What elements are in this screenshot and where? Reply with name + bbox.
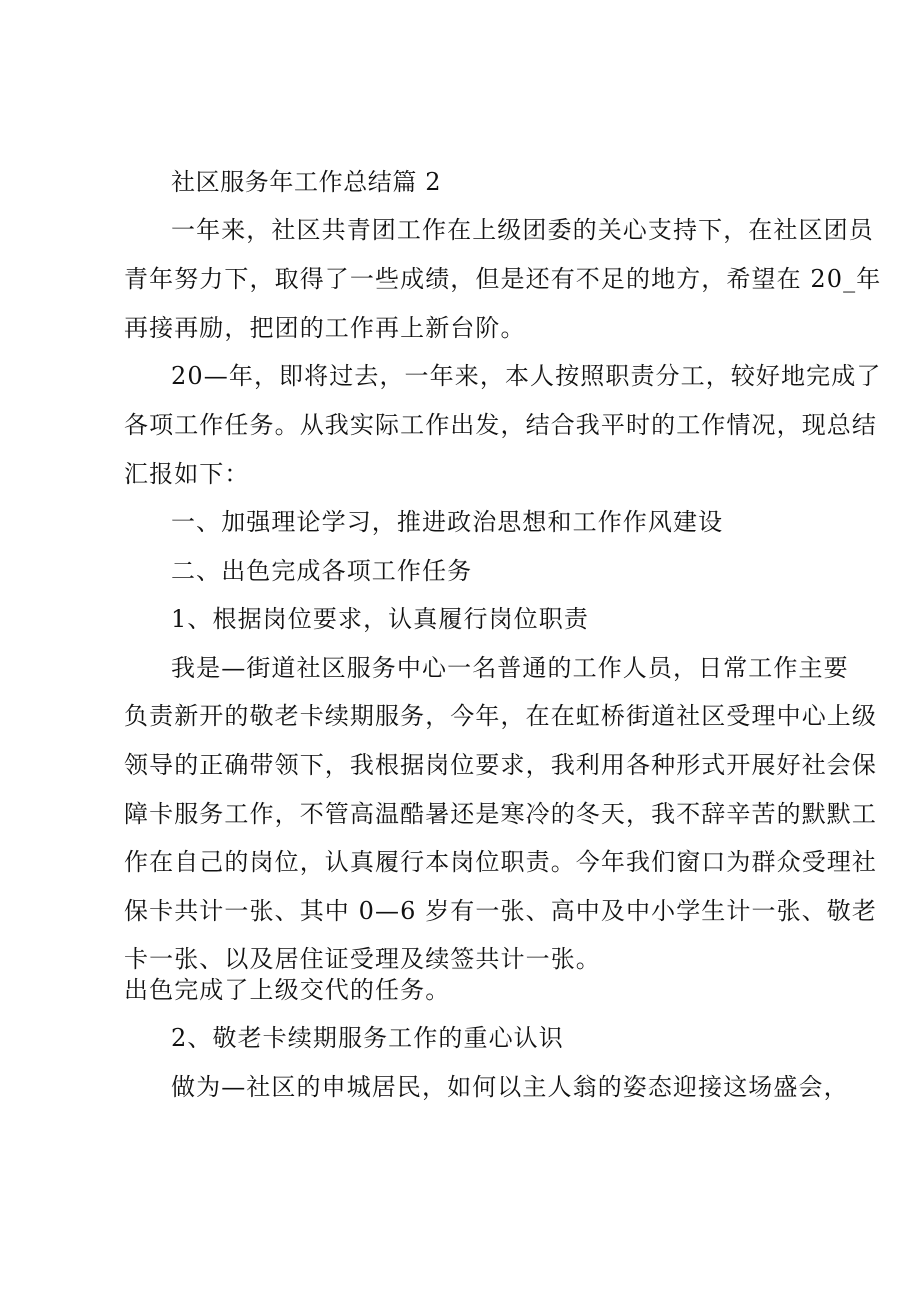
paragraph-line: 一年来，社区共青团工作在上级团委的关心支持下，在社区团员 bbox=[171, 216, 874, 244]
paragraph-line: 保卡共计一张、其中 0—6 岁有一张、高中及中小学生计一张、敬老 bbox=[124, 897, 877, 925]
paragraph-line: 我是—街道社区服务中心一名普通的工作人员，日常工作主要 bbox=[171, 654, 849, 682]
paragraph-line: 20—年，即将过去，一年来，本人按照职责分工，较好地完成了 bbox=[171, 362, 882, 390]
paragraph-line: 青年努力下，取得了一些成绩，但是还有不足的地方，希望在 20_年 bbox=[124, 265, 882, 293]
document-title: 社区服务年工作总结篇 2 bbox=[171, 168, 442, 196]
subsection-heading: 1、根据岗位要求，认真履行岗位职责 bbox=[171, 605, 589, 633]
paragraph-line: 负责新开的敬老卡续期服务，今年，在在虹桥街道社区受理中心上级 bbox=[124, 702, 877, 730]
paragraph-line: 各项工作任务。从我实际工作出发，结合我平时的工作情况，现总结 bbox=[124, 411, 877, 439]
paragraph-line: 作在自己的岗位，认真履行本岗位职责。今年我们窗口为群众受理社 bbox=[124, 848, 877, 876]
paragraph-line: 汇报如下： bbox=[124, 460, 250, 488]
paragraph-line: 再接再励，把团的工作再上新台阶。 bbox=[124, 314, 526, 342]
paragraph-line: 做为—社区的申城居民，如何以主人翁的姿态迎接这场盛会， bbox=[171, 1073, 849, 1101]
paragraph-line: 卡一张、以及居住证受理及续签共计一张。 bbox=[124, 945, 601, 973]
subsection-heading: 2、敬老卡续期服务工作的重心认识 bbox=[171, 1024, 564, 1052]
section-heading: 一、加强理论学习，推进政治思想和工作作风建设 bbox=[171, 508, 724, 536]
paragraph-line: 障卡服务工作，不管高温酷暑还是寒冷的冬天，我不辞辛苦的默默工 bbox=[124, 800, 877, 828]
section-heading: 二、出色完成各项工作任务 bbox=[171, 557, 473, 585]
paragraph-line: 出色完成了上级交代的任务。 bbox=[124, 976, 451, 1004]
paragraph-line: 领导的正确带领下，我根据岗位要求，我利用各种形式开展好社会保 bbox=[124, 751, 877, 779]
